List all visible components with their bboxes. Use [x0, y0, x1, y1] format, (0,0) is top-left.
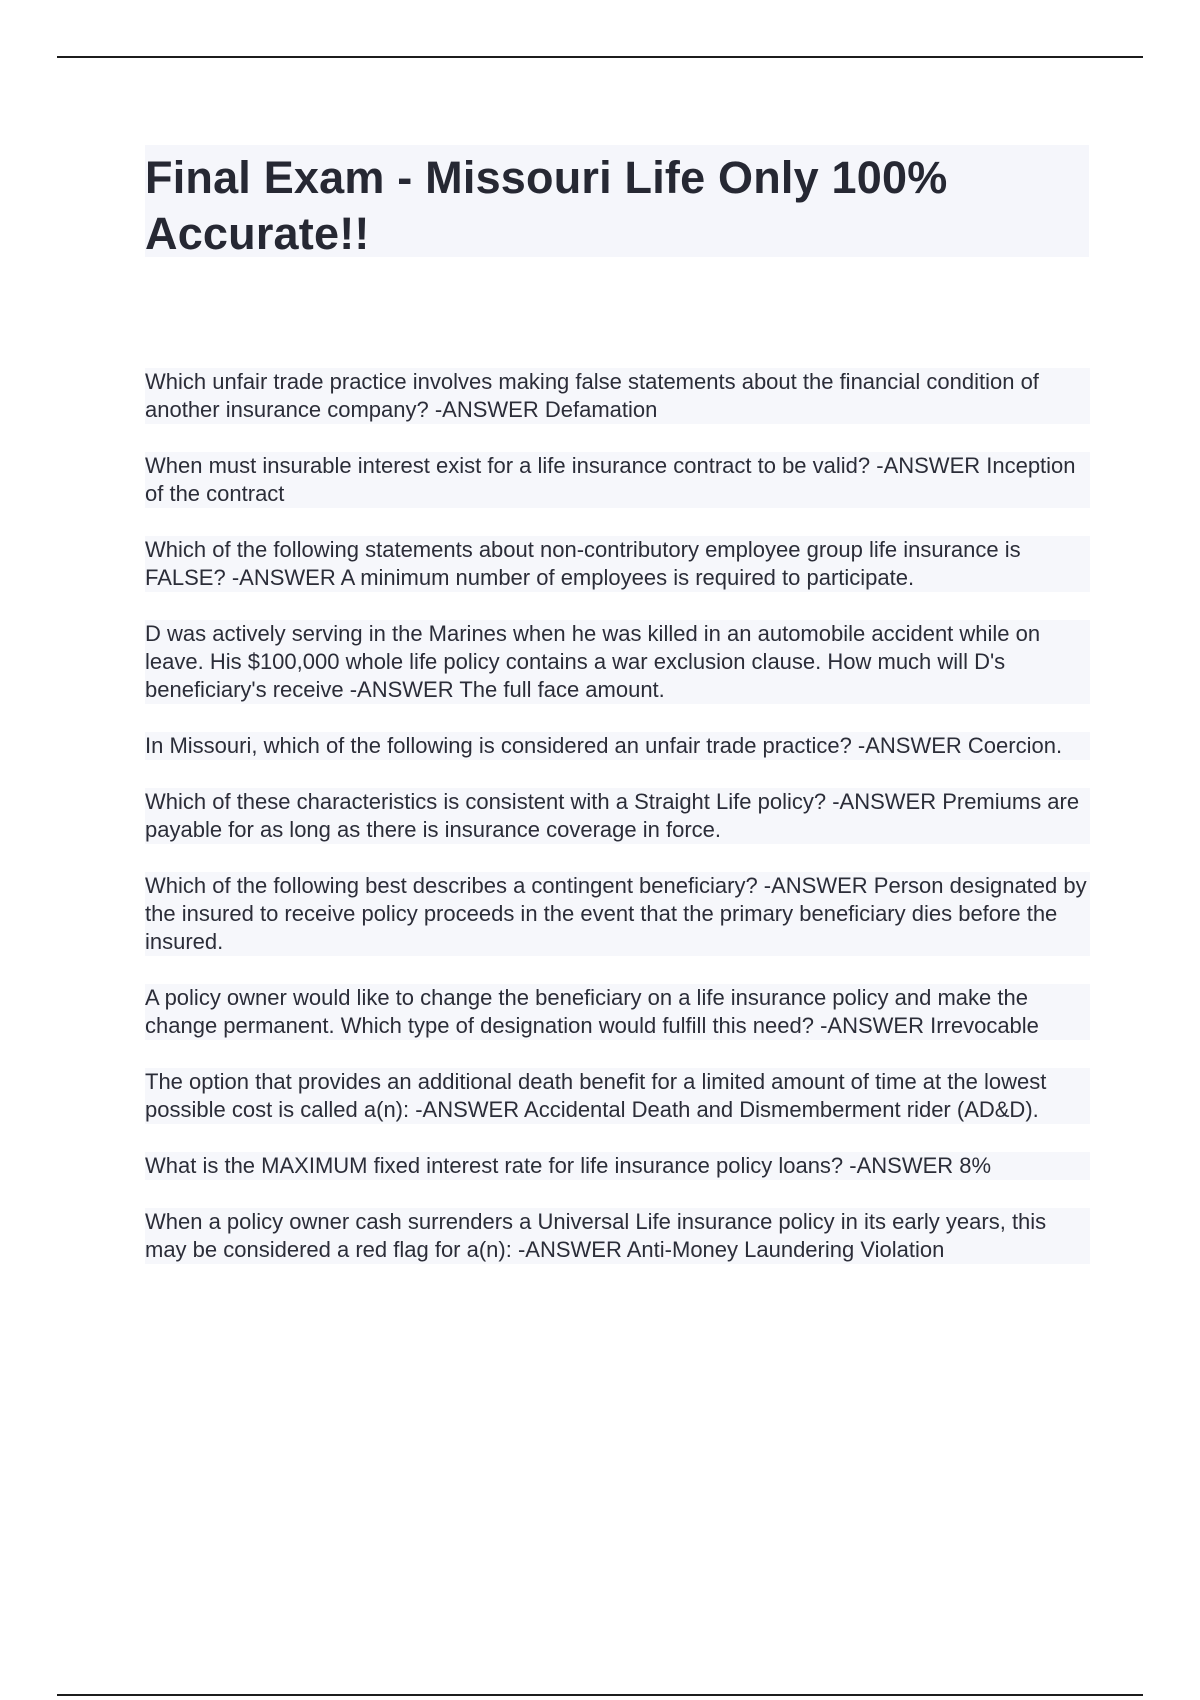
- question-answer-item: D was actively serving in the Marines when he was killed in an automobile accident while on leave. His $100,000 whole life policy contains a war exclusion clause. How much will D's beneficiary's receive -ANSWER The full face amount.: [145, 620, 1090, 704]
- page-title: Final Exam - Missouri Life Only 100% Accurate!!: [145, 152, 948, 259]
- question-answer-item: When a policy owner cash surrenders a Universal Life insurance policy in its early years, this may be considered a red flag for a(n): -ANSWER Anti-Money Laundering Violation: [145, 1208, 1090, 1264]
- question-answer-item: In Missouri, which of the following is considered an unfair trade practice? -ANSWER Coercion.: [145, 732, 1090, 760]
- question-answer-item: The option that provides an additional death benefit for a limited amount of time at the lowest possible cost is called a(n): -ANSWER Accidental Death and Dismemberment rider (AD&D).: [145, 1068, 1090, 1124]
- bottom-divider: [57, 1694, 1143, 1696]
- title-block: [145, 145, 1089, 257]
- question-answer-item: Which of the following statements about non-contributory employee group life insurance is FALSE? -ANSWER A minimum number of employees is required to participate.: [145, 536, 1090, 592]
- question-list: [145, 368, 1090, 1292]
- question-answer-item: Which of these characteristics is consistent with a Straight Life policy? -ANSWER Premiums are payable for as long as there is insurance coverage in force.: [145, 788, 1090, 844]
- question-answer-item: Which of the following best describes a contingent beneficiary? -ANSWER Person designated by the insured to receive policy proceeds in the event that the primary beneficiary dies before the insured.: [145, 872, 1090, 956]
- question-answer-item: Which unfair trade practice involves making false statements about the financial condition of another insurance company? -ANSWER Defamation: [145, 368, 1090, 424]
- top-divider: [57, 56, 1143, 58]
- question-answer-item: What is the MAXIMUM fixed interest rate for life insurance policy loans? -ANSWER 8%: [145, 1152, 1090, 1180]
- question-answer-item: When must insurable interest exist for a life insurance contract to be valid? -ANSWER Inception of the contract: [145, 452, 1090, 508]
- question-answer-item: A policy owner would like to change the beneficiary on a life insurance policy and make the change permanent. Which type of designation would fulfill this need? -ANSWER Irrevocable: [145, 984, 1090, 1040]
